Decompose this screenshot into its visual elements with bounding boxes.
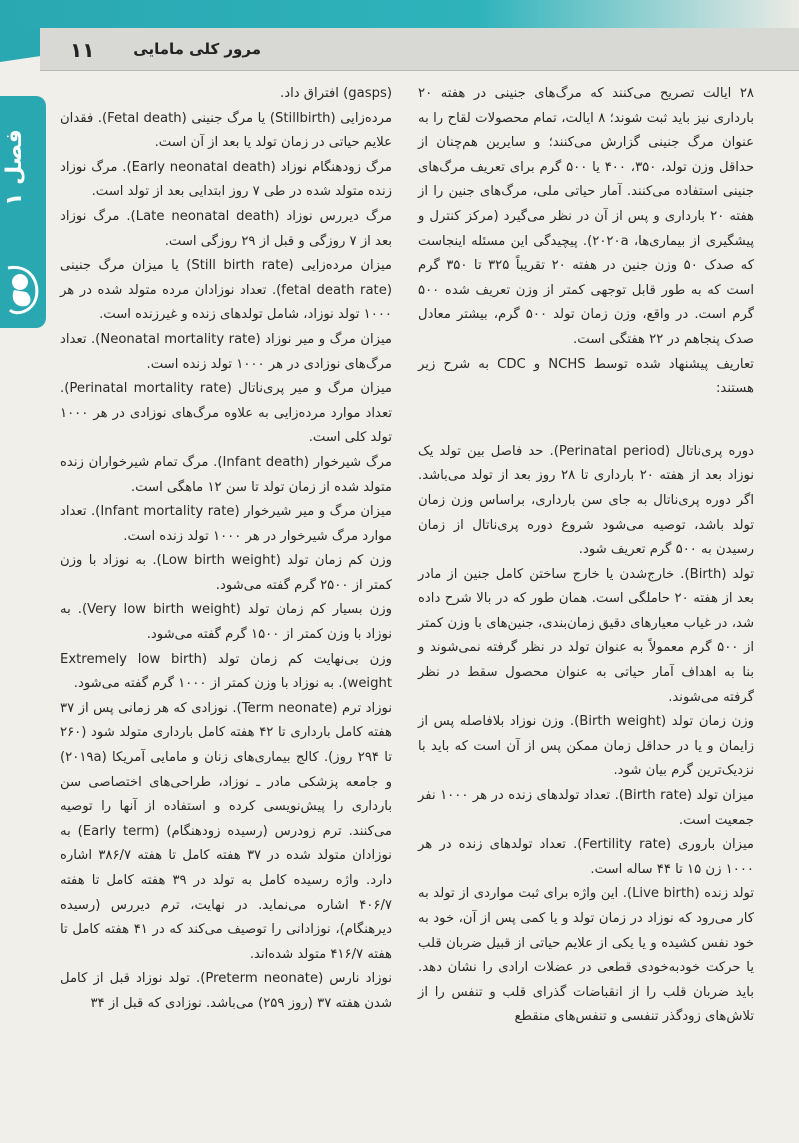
chapter-tab-label: فصل ۱ [2,129,27,207]
definition-extremely-low-birth-weight: وزن بی‌نهایت کم زمان تولد (Extremely low birth weight). به نوزاد با وزن کمتر از ۱۰۰۰ گرم گفته می‌شود. [60,651,392,692]
definition-birth: تولد (Birth). خارج‌شدن یا خارج ساختن کامل جنین از مادر بعد از هفته ۲۰ حاملگی است. همان طور که در بالا شرح داده شد، در غیاب معیارهای دقیق زمان‌بندی، جنین‌های با وزن کمتر از ۵۰۰ گرم معمولاً به عنوان تولد در نظر گرفته نمی‌شوند و بنا به اهداف آمار حیاتی به عنوان محصول سقط در نظر گرفته می‌شوند. [418,566,754,705]
definition-early-neonatal-death: مرگ زودهنگام نوزاد (Early neonatal death). مرگ نوزاد زنده متولد شده در طی ۷ روز ابتدایی بعد از تولد است. [60,159,392,200]
paragraph-gap [418,402,754,440]
paragraph-definitions-intro: تعاریف پیشنهاد شده توسط NCHS و CDC به شرح زیر هستند: [418,356,754,397]
header-divider [40,70,799,71]
definition-birth-weight: وزن زمان تولد (Birth weight). وزن نوزاد بلافاصله پس از زایمان و یا در حداقل زمان ممکن پس از آن است که باید با نزدیک‌ترین گرم بیان شود. [418,714,754,779]
definition-live-birth: تولد زنده (Live birth). این واژه برای ثبت مواردی از تولد به کار می‌رود که نوزاد در زمان تولد و یا کمی پس از آن، خود به خود نفس کشیده و یا یکی از علایم حیاتی از قبیل ضربان قلب یا حرکت خودبه‌خودی قطعی در عضلات ارادی را نشان دهد. باید ضربان قلب را از انقباضات گذرای قلب و تنفس را از تلاش‌های زودگذر تنفسی و تنفس‌های منقطع [418,886,755,1025]
definition-low-birth-weight: وزن کم زمان تولد (Low birth weight). به نوزاد با وزن کمتر از ۲۵۰۰ گرم گفته می‌شود. [60,553,392,593]
definition-stillbirth: مرده‌زایی (Stillbirth) یا مرگ جنینی (Fetal death). فقدان علایم حیاتی در زمان تولد یا بعد از آن است. [60,110,393,151]
page-number: ۱۱ [70,38,95,62]
definition-fertility-rate: میزان باروری (Fertility rate). تعداد تولدهای زنده در هر ۱۰۰۰ زن ۱۵ تا ۴۴ ساله است. [418,837,754,877]
definition-birth-rate: میزان تولد (Birth rate). تعداد تولدهای زنده در هر ۱۰۰۰ نفر جمعیت است. [418,788,755,828]
right-column [418,82,754,1030]
fetus-icon [2,260,42,320]
definition-term-neonate: نوزاد ترم (Term neonate). نوزادی که هر زمانی پس از ۳۷ هفته کامل بارداری تا ۴۲ هفته کامل بارداری متولد شود (۲۶۰ تا ۲۹۴ روز). کالج بیماری‌های زنان و مامایی آمریکا (۲۰۱۹a) و جامعه پزشکی مادر ـ نوزاد، طراحی‌های اختصاصی سن بارداری را پیش‌نویسی کرده و استفاده از آنها را توصیه می‌کنند. ترم زودرس (رسیده زودهنگام) (Early term) به نوزادان متولد شده در ۳۷ هفته کامل تا هفته ۳۸۶/۷ اشاره دارد. واژه رسیده کامل به تولد در ۳۹ هفته کامل تا هفته ۴۰۶/۷ اشاره می‌نماید. در نهایت، ترم دیررس (رسیده دیرهنگام)، نوزادانی را توصیف می‌کند که در ۴۱ هفته کامل تا هفته ۴۱۶/۷ متولد شده‌اند. [60,700,393,962]
definition-perinatal-period: دوره پری‌ناتال (Perinatal period). حد فاصل بین تولد یک نوزاد بعد از هفته ۲۰ بارداری تا ۲۸ روز بعد از تولد می‌باشد. اگر دوره پری‌ناتال به جای سن بارداری، براساس وزن زمان تولد باشد، توصیه می‌شود شروع دوره پری‌ناتال از زمان رسیدن به ۵۰۰ گرم تعریف شود. [418,443,754,558]
definition-preterm-neonate: نوزاد نارس (Preterm neonate). تولد نوزاد قبل از کامل شدن هفته ۳۷ (روز ۲۵۹) می‌باشد. نوزادی که قبل از ۳۴ [60,971,392,1011]
paragraph-gasps: (gasps) افتراق داد. [280,86,392,101]
definition-perinatal-mortality-rate: میزان مرگ و میر پری‌ناتال (Perinatal mortality rate). تعداد موارد مرده‌زایی به علاوه مرگ‌های نوزادی در هر ۱۰۰۰ تولد کلی است. [60,381,392,446]
paragraph-intro: ۲۸ ایالت تصریح می‌کنند که مرگ‌های جنینی در هفته ۲۰ بارداری نیز باید ثبت شوند؛ ۸ ایالت، تمام محصولات لقاح را به عنوان مرگ جنینی گزارش می‌کنند؛ و سایرین هم‌چنان از حداقل وزن تولد، ۳۵۰، ۴۰۰ یا ۵۰۰ گرم برای تعریف مرگ‌های جنینی استفاده می‌کنند. آمار حیاتی ملی، مرگ‌های جنین را از هفته ۲۰ بارداری و پس از آن در نظر می‌گیرد (مرکز کنترل و پیشگیری از بیماری‌ها، ۲۰۲۰a). پیچیدگی این مسئله اینجاست که صدک ۵۰ وزن جنین در هفته ۲۰ تقریباً ۳۲۵ تا ۳۵۰ گرم است که به طور قابل توجهی کمتر از وزن تعریف شده ۵۰۰ گرم است. در واقع، وزن زمان تولد ۵۰۰ گرم، بیشتر معادل صدک پنجاهم در ۲۲ هفتگی است. [418,86,755,347]
definition-infant-death: مرگ شیرخوار (Infant death). مرگ تمام شیرخواران زنده متولد شده از زمان تولد تا سن ۱۲ ماهگی است. [60,454,392,495]
top-accent-stripe [0,0,799,28]
left-column [60,82,392,1017]
chapter-title: مرور کلی مامایی [133,40,261,58]
definition-late-neonatal-death: مرگ دیررس نوزاد (Late neonatal death). مرگ نوزاد بعد از ۷ روزگی و قبل از ۲۹ روزگی است. [60,208,392,249]
definition-infant-mortality-rate: میزان مرگ و میر شیرخوار (Infant mortality rate). تعداد موارد مرگ شیرخوار در هر ۱۰۰۰ تولد زنده است. [60,504,392,544]
definition-neonatal-mortality-rate: میزان مرگ و میر نوزاد (Neonatal mortality rate). تعداد مرگ‌های نوزادی در هر ۱۰۰۰ تولد زنده است. [60,331,392,372]
definition-stillbirth-rate: میزان مرده‌زایی (Still birth rate) یا میزان مرگ جنینی (fetal death rate). تعداد نوزادان مرده متولد شده در هر ۱۰۰۰ تولد نوزاد، شامل تولدهای زنده و غیرزنده است. [60,258,392,323]
definition-very-low-birth-weight: وزن بسیار کم زمان تولد (Very low birth weight). به نوزاد با وزن کمتر از ۱۵۰۰ گرم گفته می‌شود. [60,602,392,643]
